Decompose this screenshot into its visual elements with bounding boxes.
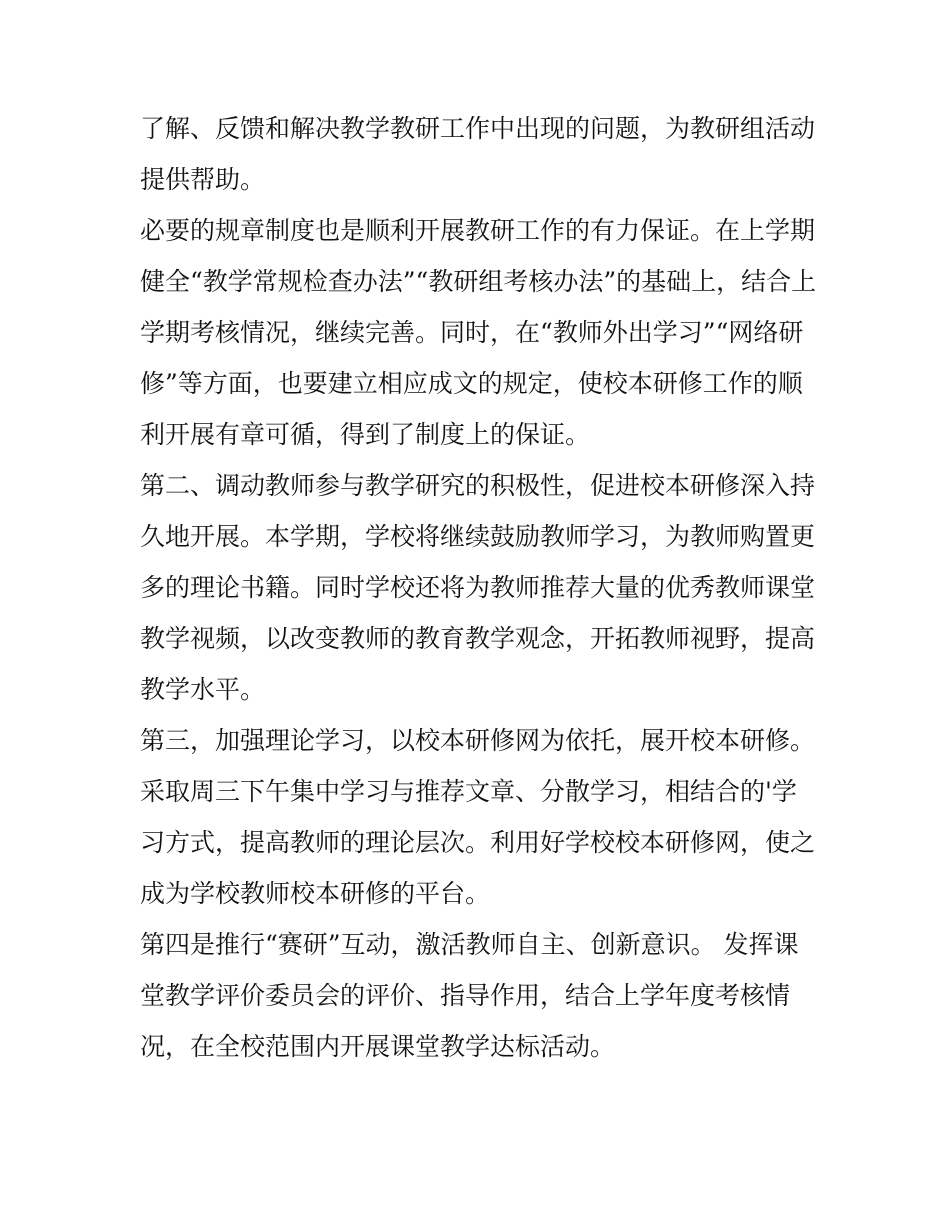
text-line: 久地开展。本学期，学校将继续鼓励教师学习，为教师购置更 xyxy=(140,522,816,551)
text-line: 第四是推行“赛研”互动，激活教师自主、创新意识。 发挥课 xyxy=(140,930,799,959)
text-line: 必要的规章制度也是顺利开展教研工作的有力保证。在上学期 xyxy=(140,216,816,245)
text-line: 了解、反馈和解决教学教研工作中出现的问题，为教研组活动 xyxy=(140,114,816,143)
text-line: 习方式，提高教师的理论层次。利用好学校校本研修网，使之 xyxy=(140,828,816,857)
text-line: 第三，加强理论学习，以校本研修网为依托，展开校本研修。 xyxy=(140,726,816,755)
text-line: 修”等方面，也要建立相应成文的规定，使校本研修工作的顺 xyxy=(140,369,803,398)
text-line: 学期考核情况，继续完善。同时，在“教师外出学习”“网络研 xyxy=(140,318,804,347)
text-line: 第二、调动教师参与教学研究的积极性，促进校本研修深入持 xyxy=(140,471,816,500)
text-line: 采取周三下午集中学习与推荐文章、分散学习，相结合的'学 xyxy=(140,777,797,806)
text-line: 提供帮助。 xyxy=(140,165,266,194)
text-line: 堂教学评价委员会的评价、指导作用，结合上学年度考核情 xyxy=(140,981,791,1010)
text-line: 教学水平。 xyxy=(140,675,266,704)
body-text xyxy=(140,103,820,1072)
text-line: 况，在全校范围内开展课堂教学达标活动。 xyxy=(140,1032,616,1061)
text-line: 利开展有章可循，得到了制度上的保证。 xyxy=(140,420,591,449)
text-line: 多的理论书籍。同时学校还将为教师推荐大量的优秀教师课堂 xyxy=(140,573,816,602)
text-line: 教学视频，以改变教师的教育教学观念，开拓教师视野，提高 xyxy=(140,624,816,653)
text-line: 成为学校教师校本研修的平台。 xyxy=(140,879,491,908)
text-line: 健全“教学常规检查办法”“教研组考核办法”的基础上，结合上 xyxy=(140,267,817,296)
